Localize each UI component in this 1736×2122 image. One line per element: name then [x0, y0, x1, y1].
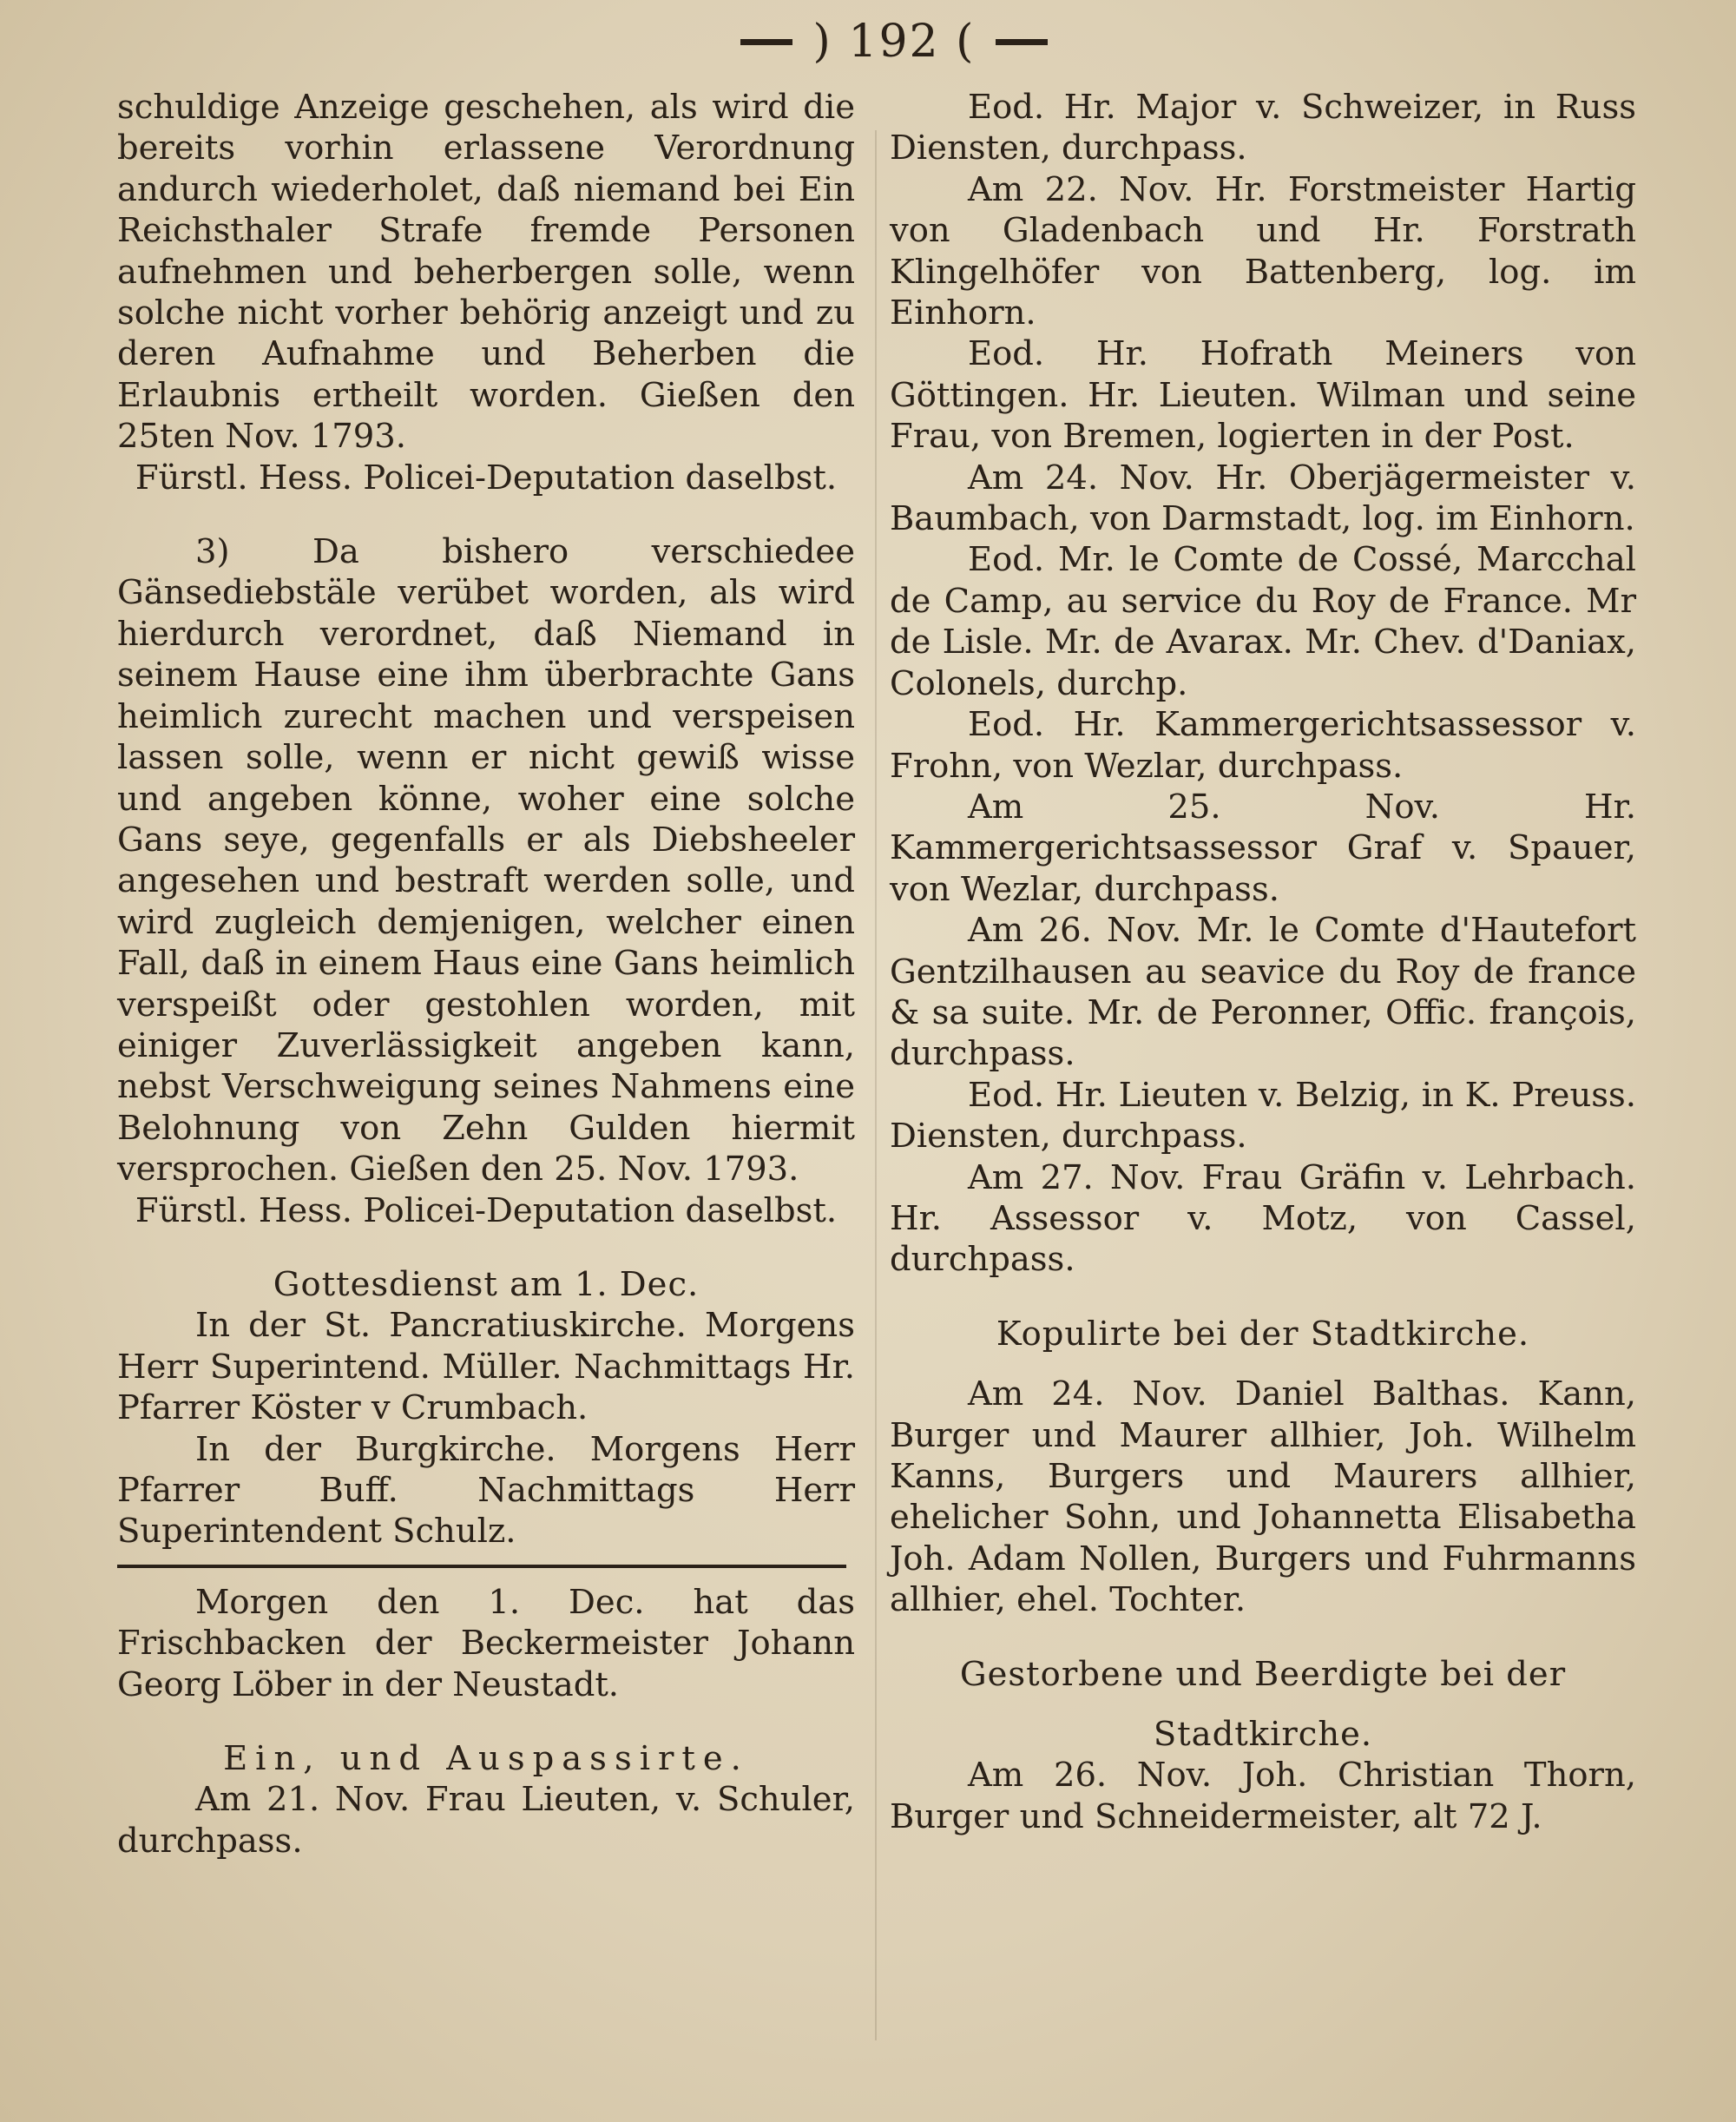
column-divider	[875, 130, 877, 2040]
section-rule	[117, 1565, 846, 1568]
traveler-entry-7: Eod. Hr. Kammergerichtsassessor v. Frohn, von Wezlar, durchpass.	[890, 705, 1636, 786]
page-header	[712, 16, 1076, 68]
ordinance-continuation: schuldige Anzeige geschehen, als wird die bereits vorhin erlassene Verordnung andurch wiederholet, daß niemand bei Ein Reichsthaler Strafe fremde Personen aufnehmen und beherbergen solle, wenn solche nicht vorher behörig anzeigt und zu deren Aufnahme und Beherben die Erlaubnis ertheilt worden. Gießen den 25ten Nov. 1793.	[117, 88, 855, 457]
header-dash-right	[996, 39, 1048, 45]
police-signature-1: Fürstl. Hess. Policei-Deputation daselbst.	[135, 458, 838, 498]
traveler-entry-10: Eod. Hr. Lieuten v. Belzig, in K. Preuss. Diensten, durchpass.	[890, 1075, 1636, 1157]
traveler-entry-8: Am 25. Nov. Hr. Kammergerichtsassessor Graf v. Spauer, von Wezlar, durchpass.	[890, 787, 1636, 909]
heading-deceased-church: Stadtkirche.	[1153, 1715, 1373, 1755]
death-entry: Am 26. Nov. Joh. Christian Thorn, Burger und Schneidermeister, alt 72 J.	[890, 1756, 1636, 1836]
traveler-entry-9: Am 26. Nov. Mr. le Comte d'Hautefort Gentzilhausen au seavice du Roy de france & sa suite. Mr. de Peronner, Offic. françois, durchpass.	[890, 911, 1636, 1074]
marriage-entry: Am 24. Nov. Daniel Balthas. Kann, Burger und Maurer allhier, Joh. Wilhelm Kanns, Burgers und Maurers allhier, ehelicher Sohn, und Johannetta Elisabetha Joh. Adam Nollen, Burgers und Fuhrmanns allhier, ehel. Tochter.	[890, 1374, 1636, 1620]
heading-church-service: Gottesdienst am 1. Dec.	[273, 1264, 700, 1304]
service-pancratius: In der St. Pancratiuskirche. Morgens Herr Superintend. Müller. Nachmittags Hr. Pfarrer Köster v Crumbach.	[117, 1306, 855, 1428]
right-column	[890, 87, 1636, 1837]
traveler-entry-5: Am 24. Nov. Hr. Oberjägermeister v. Baumbach, von Darmstadt, log. im Einhorn.	[890, 458, 1636, 539]
service-burgkirche: In der Burgkirche. Morgens Herr Pfarrer Buff. Nachmittags Herr Superintendent Schulz.	[117, 1429, 855, 1552]
heading-deceased: Gestorbene und Beerdigte bei der	[959, 1654, 1567, 1694]
baker-notice: Morgen den 1. Dec. hat das Frischbacken der Beckermeister Johann Georg Löber in der Neustadt.	[117, 1582, 855, 1704]
header-dash-left	[740, 39, 792, 45]
traveler-entry-11: Am 27. Nov. Frau Gräfin v. Lehrbach. Hr. Assessor v. Motz, von Cassel, durchpass.	[890, 1157, 1636, 1280]
heading-travelers: Ein, und Auspassirte.	[223, 1739, 749, 1779]
heading-married: Kopulirte bei der Stadtkirche.	[996, 1314, 1530, 1354]
police-signature-2: Fürstl. Hess. Policei-Deputation daselbst.	[135, 1190, 838, 1230]
traveler-entry-4: Eod. Hr. Hofrath Meiners von Göttingen. Hr. Lieuten. Wilman und seine Frau, von Bremen, logierten in der Post.	[890, 334, 1636, 457]
traveler-entry-3: Am 22. Nov. Hr. Forstmeister Hartig von Gladenbach und Hr. Forstrath Klingelhöfer von Battenberg, log. im Einhorn.	[890, 169, 1636, 333]
page-number: ) 192 (	[812, 16, 976, 68]
goose-theft-ordinance: 3) Da bishero verschiedee Gänsediebstäle verübet worden, als wird hierdurch verordnet, daß Niemand in seinem Hause eine ihm überbrachte Gans heimlich zurecht machen und verspeisen lassen solle, wenn er nicht gewiß wisse und angeben könne, woher eine solche Gans seye, gegenfalls er als Diebsheeler angesehen und bestraft werden solle, und wird zugleich demjenigen, welcher einen Fall, daß in einem Haus eine Gans heimlich verspeißt oder gestohlen worden, mit einiger Zuverlässigkeit angeben kann, nebst Verschweigung seines Nahmens eine Belohnung von Zehn Gulden hiermit versprochen. Gießen den 25. Nov. 1793.	[117, 532, 855, 1190]
traveler-entry-1: Am 21. Nov. Frau Lieuten, v. Schuler, durchpass.	[117, 1780, 855, 1861]
left-column	[117, 87, 855, 1862]
traveler-entry-6: Eod. Mr. le Comte de Cossé, Marcchal de Camp, au service du Roy de France. Mr de Lisle. Mr. de Avarax. Mr. Chev. d'Daniax, Colonels, durchp.	[890, 540, 1636, 703]
traveler-entry-2: Eod. Hr. Major v. Schweizer, in Russ Diensten, durchpass.	[890, 88, 1636, 168]
